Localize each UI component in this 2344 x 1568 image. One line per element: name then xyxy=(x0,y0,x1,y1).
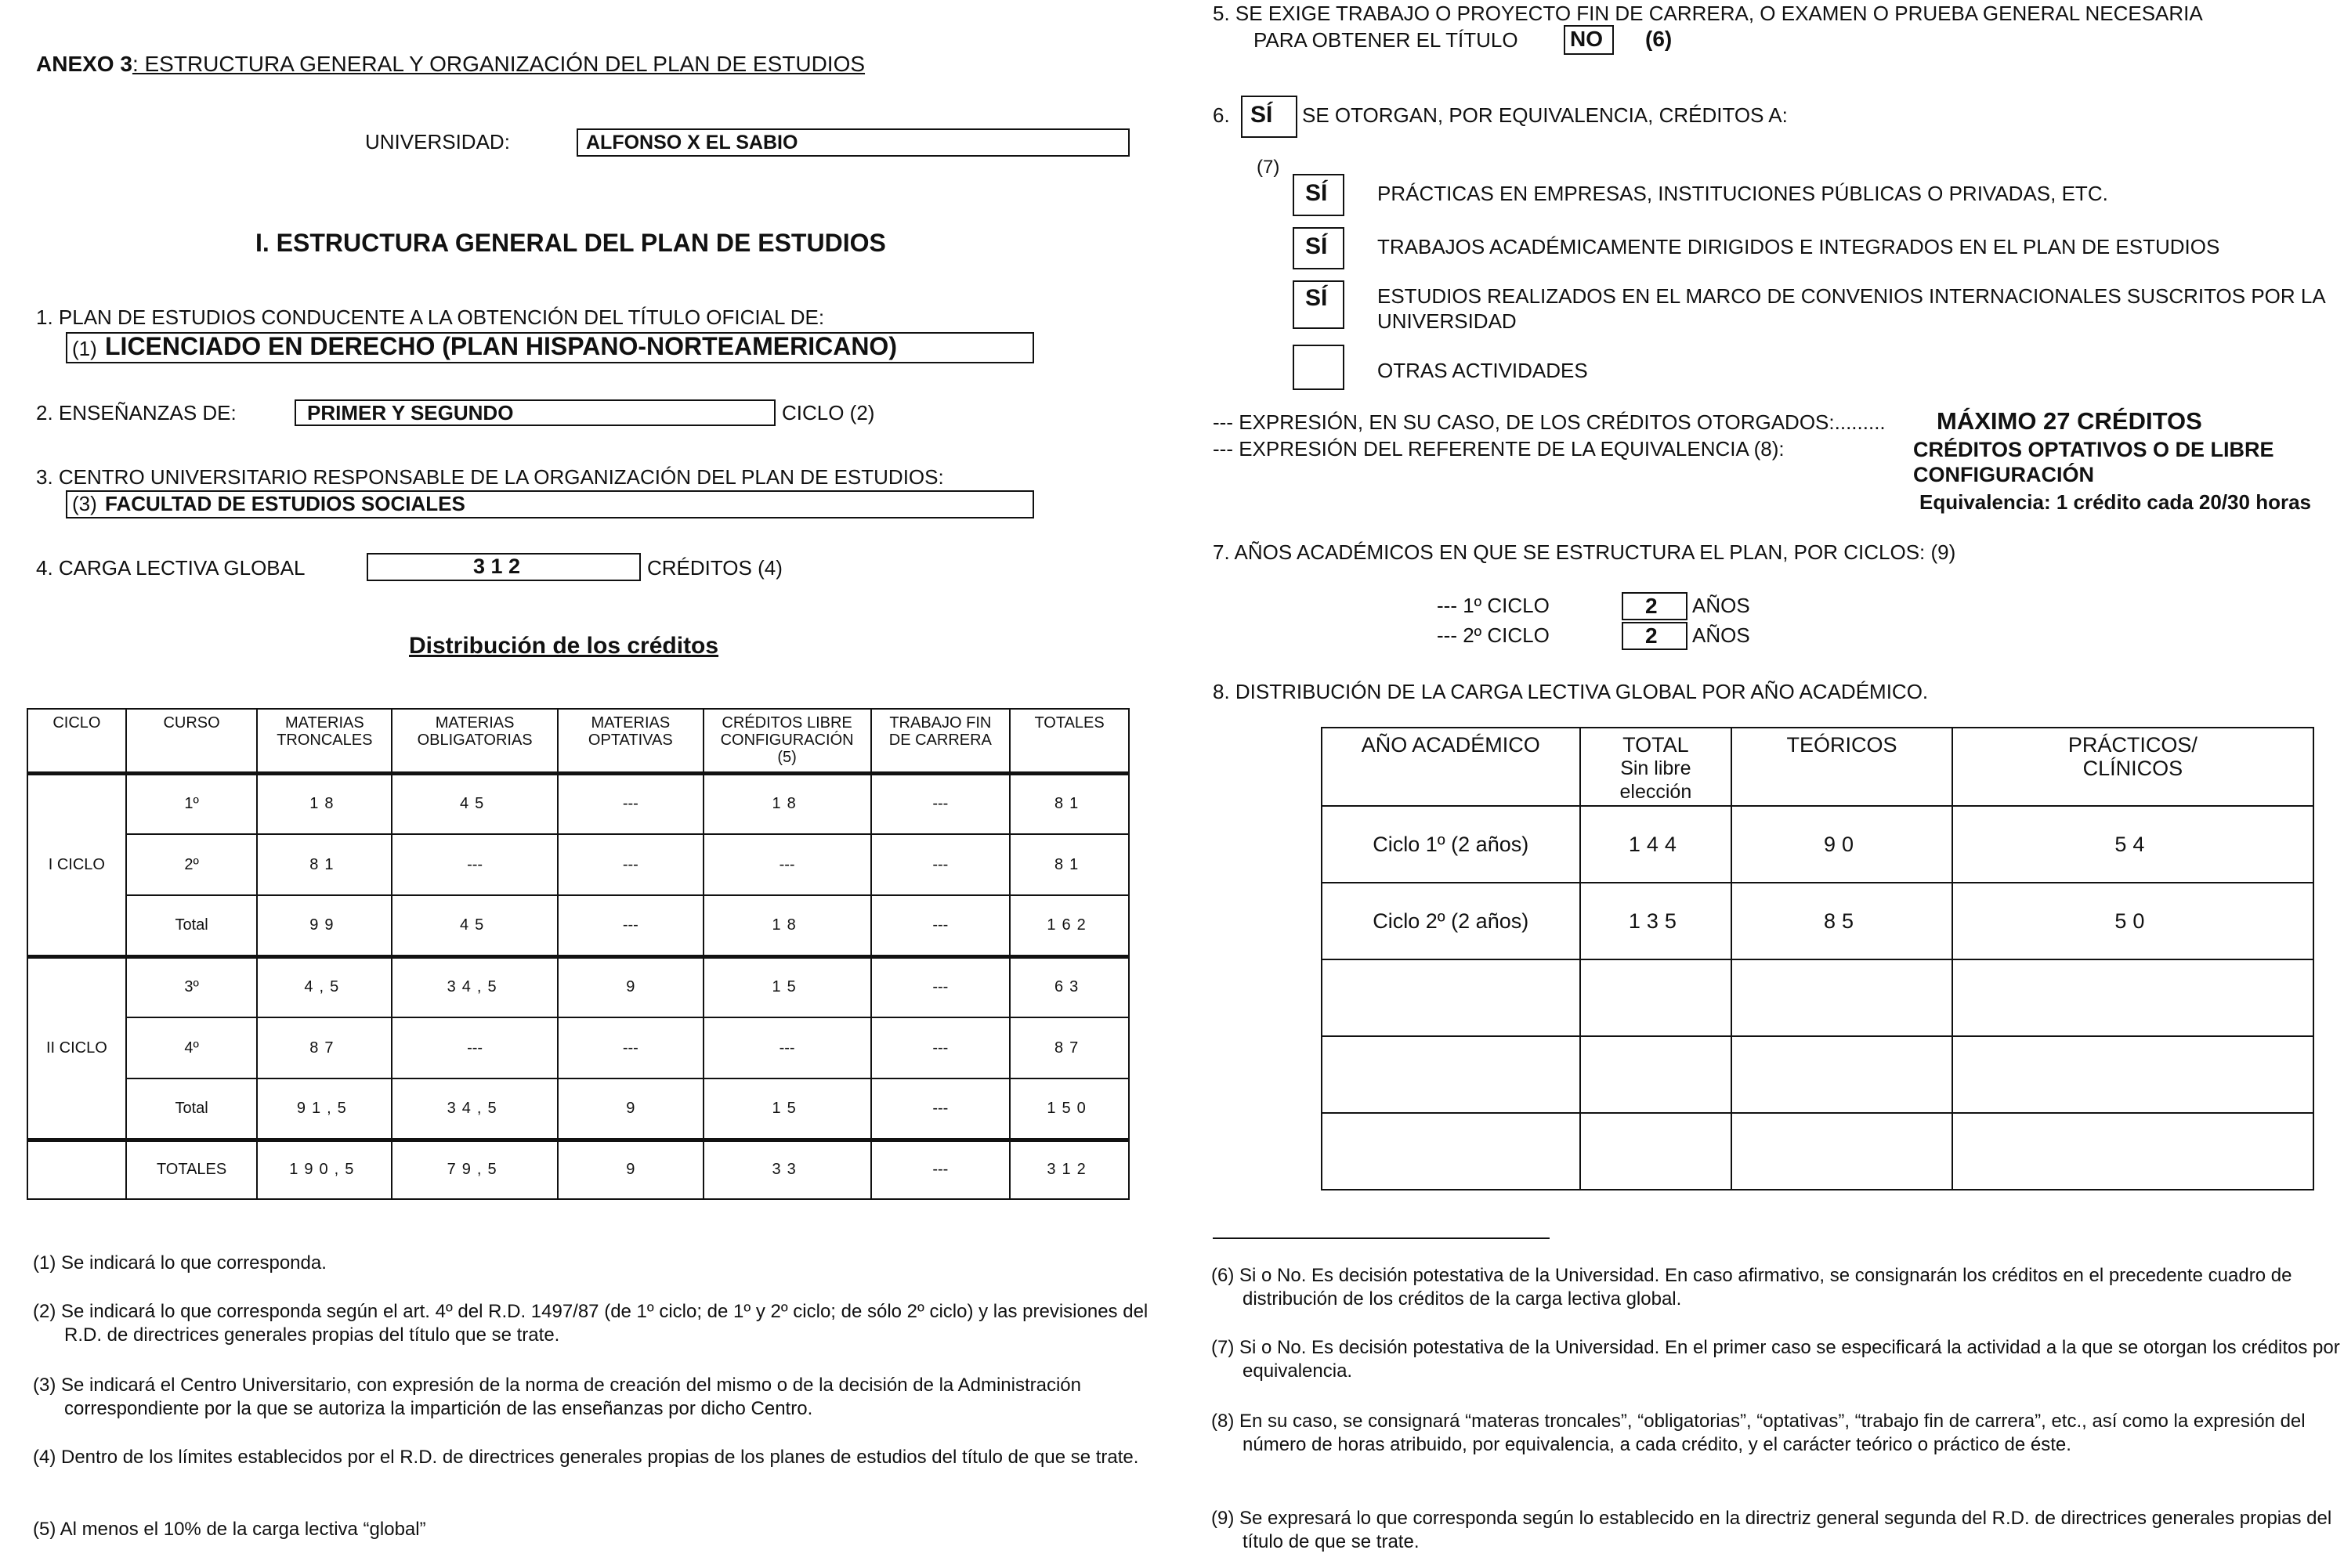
table-cell: 150 xyxy=(1010,1078,1129,1140)
dist-header-cell: TRABAJO FIN DE CARRERA xyxy=(871,709,1011,773)
table-cell: 81 xyxy=(1010,773,1129,834)
carga-header-cell: TEÓRICOS xyxy=(1731,728,1952,806)
table-cell: Total xyxy=(126,1078,258,1140)
item3-note: (3) xyxy=(72,492,97,515)
table-row xyxy=(27,834,1129,895)
carga-header-total-sub: Sin libre elección xyxy=(1619,757,1692,803)
ciclo2-years-label: --- 2º CICLO xyxy=(1437,623,1550,647)
footnote-5: (5) Al menos el 10% de la carga lectiva “global” xyxy=(33,1519,426,1540)
item8-label: 8. DISTRIBUCIÓN DE LA CARGA LECTIVA GLOBAL POR AÑO ACADÉMICO. xyxy=(1213,680,1929,703)
table-row xyxy=(1322,806,2313,883)
ciclo1-label: I CICLO xyxy=(27,773,126,956)
dist-header-cell: MATERIAS TRONCALES xyxy=(257,709,392,773)
item1-value: LICENCIADO EN DERECHO (PLAN HISPANO-NORTEAMERICANO) xyxy=(105,332,897,360)
years-unit-1: AÑOS xyxy=(1692,594,1750,617)
footnote-6: (6) Si o No. Es decisión potestativa de la Universidad. En caso afirmativo, se consignarán los créditos en el precedente cuadro de distribución de los créditos de la carga lectiva global. xyxy=(1211,1265,2292,1310)
footnote-4: (4) Dentro de los límites establecidos por el R.D. de directrices generales propias de los planes de estudios del título de que se trate. xyxy=(33,1447,1139,1468)
ciclo1-years-value: 2 xyxy=(1645,594,1658,618)
table-cell xyxy=(1580,1036,1732,1113)
table-cell xyxy=(1952,959,2313,1036)
table-row xyxy=(27,956,1129,1017)
universidad-value: ALFONSO X EL SABIO xyxy=(586,132,798,154)
universidad-label: UNIVERSIDAD: xyxy=(365,130,510,154)
item3-label: 3. CENTRO UNIVERSITARIO RESPONSABLE DE LA ORGANIZACIÓN DEL PLAN DE ESTUDIOS: xyxy=(36,465,944,489)
table-row xyxy=(27,1017,1129,1078)
anexo-heading xyxy=(36,52,865,77)
anexo-prefix: ANEXO 3 xyxy=(36,52,132,76)
equiv-text-2: TRABAJOS ACADÉMICAMENTE DIRIGIDOS E INTEGRADOS EN EL PLAN DE ESTUDIOS xyxy=(1377,235,2220,258)
dist-header-cell: CICLO xyxy=(27,709,126,773)
table-cell: 81 xyxy=(257,834,392,895)
table-cell: --- xyxy=(871,834,1011,895)
table-cell: --- xyxy=(558,895,704,956)
item7-label: 7. AÑOS ACADÉMICOS EN QUE SE ESTRUCTURA EL PLAN, POR CICLOS: (9) xyxy=(1213,540,1956,564)
ciclo1-years-label: --- 1º CICLO xyxy=(1437,594,1550,617)
item6-value: SÍ xyxy=(1250,102,1273,128)
carga-header-total: TOTAL xyxy=(1622,733,1689,757)
table-cell: Total xyxy=(126,895,258,956)
table-cell xyxy=(1952,1113,2313,1190)
table-cell: --- xyxy=(392,834,558,895)
table-cell: 33 xyxy=(704,1140,871,1199)
item2-suffix: CICLO (2) xyxy=(782,401,875,425)
table-cell: 85 xyxy=(1731,883,1952,959)
dist-title: Distribución de los créditos xyxy=(409,633,719,659)
table-cell: 9 xyxy=(558,1140,704,1199)
table-cell: 312 xyxy=(1010,1140,1129,1199)
dist-header-cell: MATERIAS OPTATIVAS xyxy=(558,709,704,773)
item6-note: (7) xyxy=(1257,157,1280,178)
table-cell: 87 xyxy=(1010,1017,1129,1078)
equiv-text-4: OTRAS ACTIVIDADES xyxy=(1377,359,1588,382)
table-cell: --- xyxy=(871,895,1011,956)
ciclo2-years-value: 2 xyxy=(1645,623,1658,648)
carga-header-row xyxy=(1322,728,2313,806)
table-cell: 18 xyxy=(704,895,871,956)
table-cell xyxy=(1322,1113,1580,1190)
carga-header-cell: AÑO ACADÉMICO xyxy=(1322,728,1580,806)
table-cell: 50 xyxy=(1952,883,2313,959)
table-cell: 162 xyxy=(1010,895,1129,956)
table-cell: 4,5 xyxy=(257,956,392,1017)
table-cell: 15 xyxy=(704,1078,871,1140)
item6-label: 6. xyxy=(1213,103,1230,127)
footnote-8: (8) En su caso, se consignará “materas troncales”, “obligatorias”, “optativas”, “trabajo fin de carrera”, etc., así como la expresión del número de horas atribuido, por equivalencia, a cada crédito, y el carácter teórico o práctico de éste. xyxy=(1211,1411,2306,1455)
table-row xyxy=(27,1078,1129,1140)
item4-suffix: CRÉDITOS (4) xyxy=(647,556,783,580)
footnote-9: (9) Se expresará lo que corresponda según lo establecido en la directriz general segunda del R.D. de directrices generales propias del título de que se trate. xyxy=(1211,1508,2332,1552)
section-title: I. ESTRUCTURA GENERAL DEL PLAN DE ESTUDIOS xyxy=(255,229,886,257)
table-cell xyxy=(1580,959,1732,1036)
table-cell: --- xyxy=(558,1017,704,1078)
expr2-label: --- EXPRESIÓN DEL REFERENTE DE LA EQUIVALENCIA (8): xyxy=(1213,437,1785,461)
totals-row xyxy=(27,1140,1129,1199)
table-row xyxy=(1322,883,2313,959)
item5-note: (6) xyxy=(1645,27,1673,51)
item6-text: SE OTORGAN, POR EQUIVALENCIA, CRÉDITOS A: xyxy=(1302,103,1788,127)
equiv-check-3: SÍ xyxy=(1305,285,1328,311)
dist-header-cell: TOTALES xyxy=(1010,709,1129,773)
carga-table xyxy=(1321,727,2314,1190)
table-cell: 3º xyxy=(126,956,258,1017)
item1-note: (1) xyxy=(72,337,97,360)
table-cell: --- xyxy=(871,1017,1011,1078)
table-cell: --- xyxy=(871,956,1011,1017)
table-cell: --- xyxy=(558,834,704,895)
distribution-table xyxy=(27,708,1130,1200)
table-cell: 4º xyxy=(126,1017,258,1078)
footnote-separator xyxy=(1213,1237,1550,1239)
dist-header-cell: CURSO xyxy=(126,709,258,773)
table-row xyxy=(1322,1036,2313,1113)
table-cell xyxy=(1322,1036,1580,1113)
table-cell: --- xyxy=(558,773,704,834)
equiv-text-1: PRÁCTICAS EN EMPRESAS, INSTITUCIONES PÚBLICAS O PRIVADAS, ETC. xyxy=(1377,182,2108,205)
table-cell: 81 xyxy=(1010,834,1129,895)
table-cell: --- xyxy=(704,834,871,895)
table-cell: 34,5 xyxy=(392,956,558,1017)
table-cell: --- xyxy=(871,1078,1011,1140)
table-cell: Ciclo 2º (2 años) xyxy=(1322,883,1580,959)
table-cell: --- xyxy=(871,773,1011,834)
table-cell: 9 xyxy=(558,1078,704,1140)
table-cell: 90 xyxy=(1731,806,1952,883)
dist-header-row xyxy=(27,709,1129,773)
table-cell: 54 xyxy=(1952,806,2313,883)
expr1-value: MÁXIMO 27 CRÉDITOS xyxy=(1937,407,2202,435)
table-cell xyxy=(1731,1113,1952,1190)
item5-line1: 5. SE EXIGE TRABAJO O PROYECTO FIN DE CARRERA, O EXAMEN O PRUEBA GENERAL NECESARIA xyxy=(1213,2,2203,25)
item5-value: NO xyxy=(1570,27,1603,51)
item4-label: 4. CARGA LECTIVA GLOBAL xyxy=(36,556,306,580)
table-cell xyxy=(1322,959,1580,1036)
table-cell: 1º xyxy=(126,773,258,834)
table-cell: --- xyxy=(704,1017,871,1078)
table-cell: 91,5 xyxy=(257,1078,392,1140)
table-row xyxy=(1322,1113,2313,1190)
equiv-check-1: SÍ xyxy=(1305,180,1328,206)
table-cell: 144 xyxy=(1580,806,1732,883)
equiv-check-2: SÍ xyxy=(1305,233,1328,259)
years-unit-2: AÑOS xyxy=(1692,623,1750,647)
expr1-label: --- EXPRESIÓN, EN SU CASO, DE LOS CRÉDITOS OTORGADOS:......... xyxy=(1213,410,1886,434)
carga-header-cell xyxy=(1580,728,1732,806)
table-cell xyxy=(1731,959,1952,1036)
item3-value: FACULTAD DE ESTUDIOS SOCIALES xyxy=(105,492,465,515)
footnote-2: (2) Se indicará lo que corresponda según el art. 4º del R.D. 1497/87 (de 1º ciclo; de 1º y 2º ciclo; de sólo 2º ciclo) y las previsiones del R.D. de directrices generales propias del título que se trate. xyxy=(33,1301,1148,1346)
table-cell: 34,5 xyxy=(392,1078,558,1140)
table-row xyxy=(1322,959,2313,1036)
item2-label: 2. ENSEÑANZAS DE: xyxy=(36,401,237,425)
table-cell: 45 xyxy=(392,895,558,956)
table-cell: Ciclo 1º (2 años) xyxy=(1322,806,1580,883)
table-cell xyxy=(1580,1113,1732,1190)
table-cell: 87 xyxy=(257,1017,392,1078)
item1-label: 1. PLAN DE ESTUDIOS CONDUCENTE A LA OBTENCIÓN DEL TÍTULO OFICIAL DE: xyxy=(36,305,825,329)
table-cell: 99 xyxy=(257,895,392,956)
footnote-1: (1) Se indicará lo que corresponda. xyxy=(33,1252,327,1274)
table-cell xyxy=(1731,1036,1952,1113)
footnote-7: (7) Si o No. Es decisión potestativa de la Universidad. En el primer caso se especificará la actividad a la que se otorgan los créditos por equivalencia. xyxy=(1211,1337,2340,1382)
table-cell xyxy=(1952,1036,2313,1113)
item2-value: PRIMER Y SEGUNDO xyxy=(307,401,514,425)
carga-header-cell: PRÁCTICOS/ CLÍNICOS xyxy=(1952,728,2313,806)
table-cell xyxy=(27,1140,126,1199)
ciclo2-label: II CICLO xyxy=(27,956,126,1140)
table-cell: --- xyxy=(871,1140,1011,1199)
table-cell: 135 xyxy=(1580,883,1732,959)
expr2-equiv: Equivalencia: 1 crédito cada 20/30 horas xyxy=(1919,490,2312,514)
equiv-checkbox-4[interactable] xyxy=(1293,345,1344,390)
table-cell: TOTALES xyxy=(126,1140,258,1199)
table-cell: 9 xyxy=(558,956,704,1017)
table-cell: 79,5 xyxy=(392,1140,558,1199)
table-cell: 45 xyxy=(392,773,558,834)
table-row xyxy=(27,773,1129,834)
table-cell: 2º xyxy=(126,834,258,895)
expr2-value: CRÉDITOS OPTATIVOS O DE LIBRE CONFIGURACIÓN xyxy=(1913,438,2274,486)
item4-value: 3 1 2 xyxy=(473,555,521,578)
equiv-text-3: ESTUDIOS REALIZADOS EN EL MARCO DE CONVENIOS INTERNACIONALES SUSCRITOS POR LA UNIVERSIDAD xyxy=(1377,284,2325,333)
item5-line2: PARA OBTENER EL TÍTULO xyxy=(1253,28,1518,52)
table-row xyxy=(27,895,1129,956)
dist-header-cell: CRÉDITOS LIBRE CONFIGURACIÓN (5) xyxy=(704,709,871,773)
table-cell: 190,5 xyxy=(257,1140,392,1199)
footnote-3: (3) Se indicará el Centro Universitario, con expresión de la norma de creación del mismo o de la decisión de la Administración correspondiente por la que se autoriza la impartición de las enseñanzas por dicho Centro. xyxy=(33,1375,1081,1419)
dist-header-cell: MATERIAS OBLIGATORIAS xyxy=(392,709,558,773)
table-cell: 15 xyxy=(704,956,871,1017)
table-cell: --- xyxy=(392,1017,558,1078)
table-cell: 18 xyxy=(257,773,392,834)
table-cell: 63 xyxy=(1010,956,1129,1017)
anexo-title: : ESTRUCTURA GENERAL Y ORGANIZACIÓN DEL PLAN DE ESTUDIOS xyxy=(132,52,866,76)
table-cell: 18 xyxy=(704,773,871,834)
